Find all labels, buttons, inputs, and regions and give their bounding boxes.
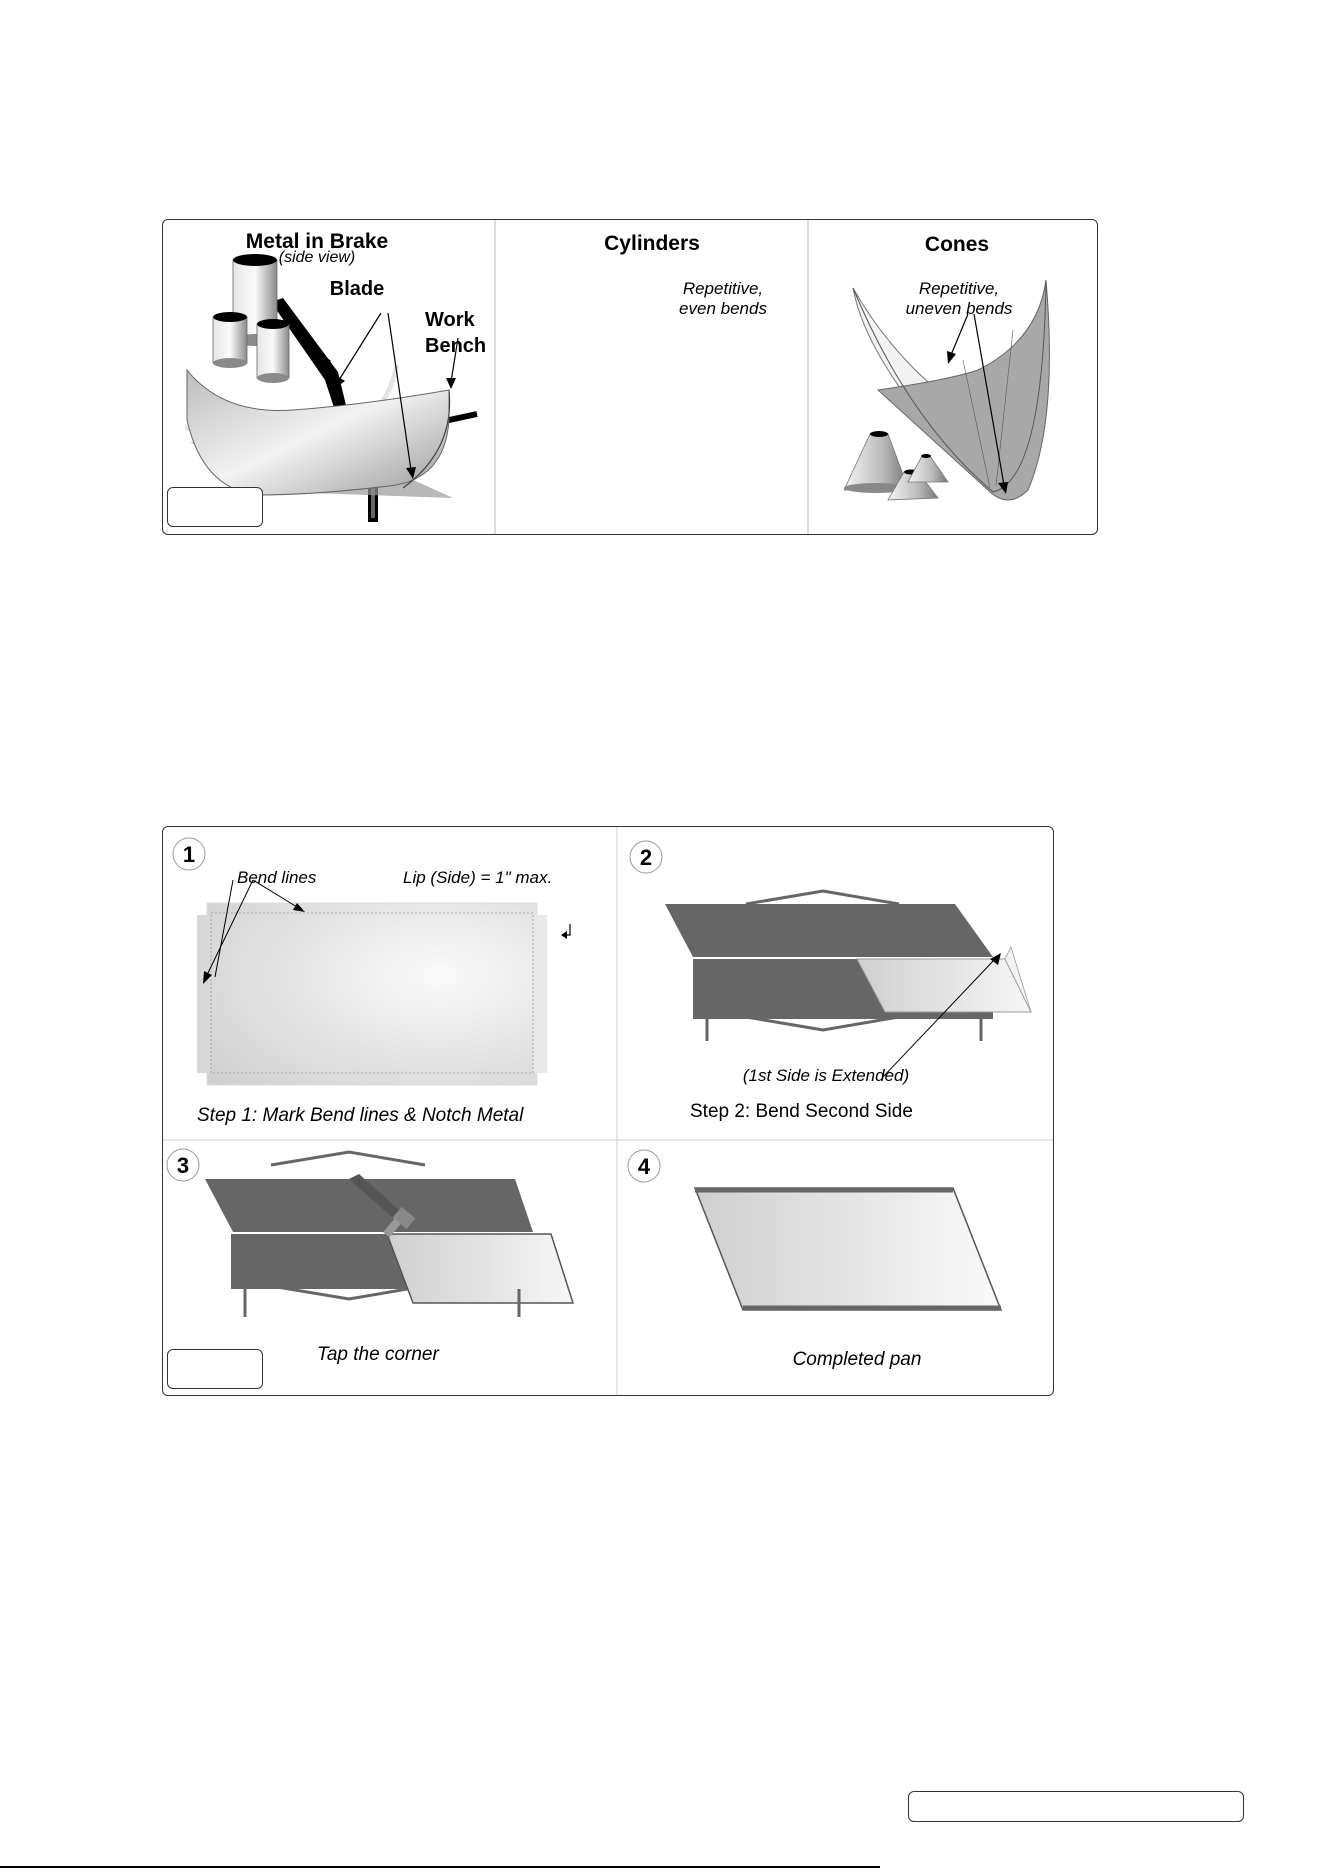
step1-number: 1: [182, 842, 196, 867]
step4-caption: Completed pan: [792, 1349, 922, 1370]
cones-title: Cones: [924, 233, 990, 256]
step1-sheet-illustration: [197, 880, 570, 1085]
cylinders-note-line1: Repetitive,: [682, 279, 764, 298]
lip-label: Lip (Side) = 1" max.: [403, 868, 553, 887]
footer-rule: [0, 1866, 880, 1868]
completed-pan-illustration: [695, 1188, 1001, 1310]
step2-number: 2: [639, 845, 653, 870]
figure-number-box-2: [167, 1349, 263, 1389]
figure-bending-types: [162, 219, 1098, 535]
blade-label: Blade: [329, 278, 385, 300]
brake-title: Metal in Brake: [245, 230, 389, 253]
bend-lines-label: Bend lines: [237, 868, 317, 887]
figure-pan-steps: [162, 826, 1054, 1396]
step2-brake-illustration: [665, 891, 1031, 1077]
step3-brake-illustration: [205, 1152, 573, 1317]
cylinders-title: Cylinders: [604, 232, 700, 255]
step3-caption: Tap the corner: [317, 1344, 439, 1365]
step4-number: 4: [637, 1154, 651, 1179]
step2-caption: Step 2: Bend Second Side: [690, 1101, 913, 1122]
step2-note: (1st Side is Extended): [742, 1066, 910, 1085]
brake-subtitle: (side view): [278, 249, 356, 266]
cones-note-line1: Repetitive,: [918, 279, 1000, 298]
footer-reference-box: [908, 1791, 1244, 1822]
work-bench-label-line1: Work: [425, 309, 475, 331]
figure-number-box-1: [167, 487, 263, 527]
step3-number: 3: [176, 1153, 190, 1178]
step1-caption: Step 1: Mark Bend lines & Notch Metal: [197, 1105, 524, 1126]
cylinders-note-line2: even bends: [679, 299, 767, 318]
work-bench-label-line2: Bench: [425, 335, 487, 357]
cylinders-illustration: [187, 254, 453, 498]
cones-note-line2: uneven bends: [905, 299, 1013, 318]
